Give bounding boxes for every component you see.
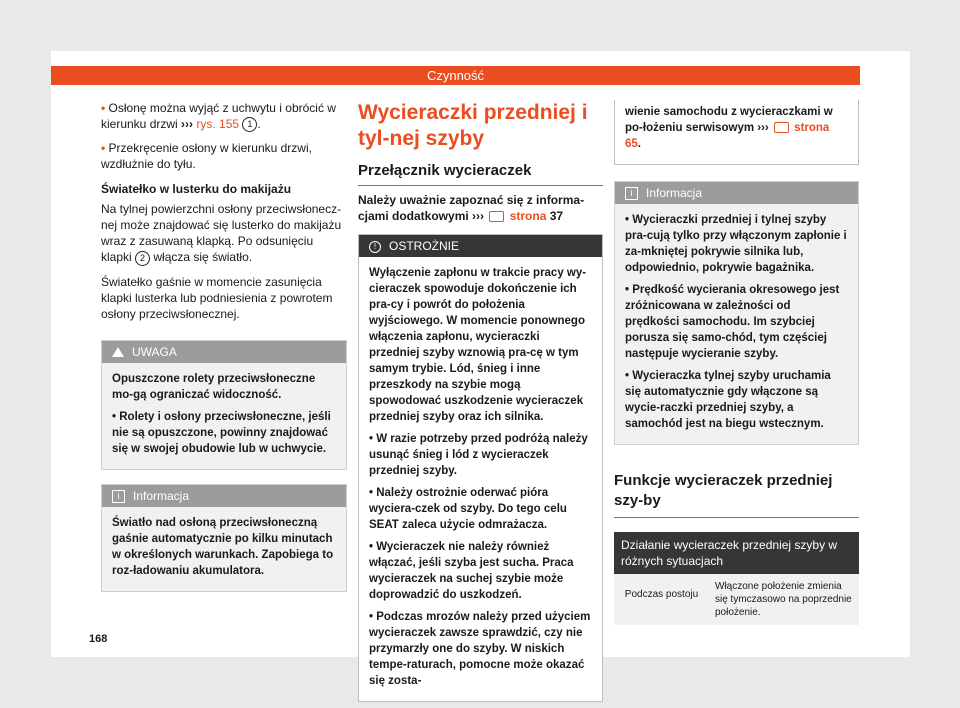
page-link[interactable]: strona bbox=[509, 209, 547, 223]
caution-title: OSTROŻNIE bbox=[389, 239, 460, 253]
bullet-icon: • bbox=[625, 370, 630, 382]
warning-text: Opuszczone rolety przeciwsłoneczne mo-gą ograniczać widoczność. bbox=[112, 372, 316, 401]
column-middle bbox=[358, 100, 603, 702]
bullet-icon: • bbox=[101, 141, 106, 156]
caution-bullet bbox=[369, 609, 592, 689]
column-right bbox=[614, 100, 859, 625]
caution-icon: ! bbox=[369, 241, 381, 253]
section-subtitle: Przełącznik wycieraczek bbox=[358, 162, 603, 186]
function-table bbox=[614, 532, 859, 625]
caution-text: Wyłączenie zapłonu w trakcie pracy wy-cieraczek spowoduje dokończenie ich pra-cy i powrót do położenia wyjściowego. W momencie ponownego włączenia zapłonu, wycieraczki przedniej szyby wznowią pra-cę w tym samym trybie. Lód, śnieg i inne przeszkody na szybie mogą spowodować uszkodzenie wycieraczek przedniej szyby oraz ich silnika. bbox=[369, 267, 587, 423]
info-bullet bbox=[625, 212, 848, 276]
paragraph bbox=[101, 201, 347, 265]
caution-cont-text bbox=[625, 104, 848, 152]
list-item bbox=[101, 140, 347, 172]
bullet-icon: • bbox=[369, 611, 374, 623]
paragraph-text: włącza się światło. bbox=[153, 250, 253, 265]
caution-body bbox=[359, 257, 602, 701]
caution-header bbox=[359, 235, 602, 257]
table-cell: Włączone położenie zmienia się tymczasowo na poprzednie położenie. bbox=[715, 581, 852, 618]
subheading: Światełko w lusterku do makijażu bbox=[101, 182, 292, 197]
info-body bbox=[615, 204, 858, 444]
caution-bullet-text: Podczas mrozów należy przed użyciem wycieraczek zawsze sprawdzić, czy nie przymarzły one do szyby. W niskich tempe-raturach, pomocne może okazać się zosta- bbox=[369, 611, 591, 687]
cont-text: wienie samochodu z wycieraczkami w po-łożeniu serwisowym ››› bbox=[625, 106, 833, 134]
info-body bbox=[102, 507, 346, 591]
warning-header bbox=[102, 341, 346, 363]
page-title: Wycieraczki przedniej i tyl-nej szyby bbox=[358, 101, 588, 150]
bullet-text: Osłonę można wyjąć z uchwytu i obrócić w kierunku drzwi bbox=[101, 101, 336, 131]
caution-bullet-text: W razie potrzeby przed podróżą należy usunąć śnieg i lód z wycieraczek przedniej szyby. bbox=[369, 433, 588, 477]
bullet-icon: • bbox=[112, 410, 117, 423]
punct: . bbox=[637, 138, 641, 150]
section-title: Funkcje wycieraczek przedniej szy-by bbox=[614, 471, 859, 518]
caution-box bbox=[358, 234, 603, 702]
caution-bullet-text: Wycieraczek nie należy również włączać, jeśli szyba jest sucha. Praca wycieraczek na suchej szybie może doprowadzić do uszkodzeń. bbox=[369, 541, 574, 601]
figure-link[interactable]: rys. 155 bbox=[196, 117, 240, 131]
table-cell: Podczas postoju bbox=[624, 589, 699, 600]
info-bullet-text: Wycieraczka tylnej szyby uruchamia się automatycznie gdy włączone są wycie-raczki przedniej szyby, a samochód jest na biegu wstecznym. bbox=[625, 370, 831, 430]
caution-bullet bbox=[369, 485, 592, 533]
info-bullet-text: Wycieraczki przedniej i tylnej szyby pra-cują tylko przy włączonym zapłonie i za-mkniętej pokrywie silnika lub, odpowiednio, pokrywie bagażnika. bbox=[625, 214, 847, 274]
table-row bbox=[614, 574, 859, 625]
info-box bbox=[614, 181, 859, 445]
book-icon bbox=[489, 211, 504, 222]
intro-text: Należy uważnie zapoznać się z informa-cjami dodatkowymi ››› bbox=[358, 193, 585, 223]
info-icon: i bbox=[112, 490, 125, 503]
info-header bbox=[102, 485, 346, 507]
bullet-icon: • bbox=[101, 101, 106, 115]
info-title: Informacja bbox=[133, 488, 190, 503]
section-header: Czynność bbox=[51, 66, 860, 85]
warning-body bbox=[102, 363, 346, 469]
punct: . bbox=[257, 117, 261, 131]
paragraph-text: Na tylnej powierzchni osłony przeciwsłonecz-nej może znajdować się lusterko do makijażu wraz z zasuwaną klapką. Po odsunięciu klapki bbox=[101, 202, 342, 265]
warning-bullet bbox=[112, 409, 336, 457]
info-icon: i bbox=[625, 187, 638, 200]
intro-paragraph bbox=[358, 192, 603, 224]
info-bullet bbox=[625, 282, 848, 362]
info-title: Informacja bbox=[646, 186, 703, 200]
info-text: Światło nad osłoną przeciwsłoneczną gaśnie automatycznie po kilku minutach w określonych warunkach. Zapobiega to roz-ładowaniu akumulatora. bbox=[112, 516, 334, 577]
bullet-text: Przekręcenie osłony w kierunku drzwi, wzdłużnie do tyłu. bbox=[101, 141, 312, 172]
bullet-icon: • bbox=[625, 214, 630, 226]
ref-arrow: ››› bbox=[181, 117, 194, 131]
marker-1: 1 bbox=[242, 117, 257, 132]
warning-title: UWAGA bbox=[132, 344, 177, 359]
page-link[interactable]: strona 65 bbox=[625, 122, 830, 150]
list-item bbox=[101, 100, 347, 132]
marker-2: 2 bbox=[135, 251, 150, 266]
bullet-icon: • bbox=[625, 284, 630, 296]
book-icon bbox=[774, 122, 789, 133]
page-number: 168 bbox=[89, 633, 108, 645]
info-bullet-text: Prędkość wycierania okresowego jest zróżnicowana w zależności od prędkości samochodu. Im szybciej porusza się samo-chód, tym częściej następuje wycieranie szyby. bbox=[625, 284, 840, 360]
info-bullet bbox=[625, 368, 848, 432]
caution-bullet bbox=[369, 431, 592, 479]
bullet-icon: • bbox=[369, 541, 374, 553]
info-header bbox=[615, 182, 858, 204]
table-header: Działanie wycieraczek przedniej szyby w różnych sytuacjach bbox=[614, 532, 859, 574]
caution-cont-body bbox=[615, 100, 858, 164]
column-left bbox=[101, 100, 347, 592]
caution-bullet-text: Należy ostrożnie oderwać pióra wyciera-czek od szyby. Do tego celu SEAT zaleca użycie odmrażacza. bbox=[369, 487, 567, 531]
caution-continuation bbox=[614, 100, 859, 165]
bullet-icon: • bbox=[369, 487, 374, 499]
info-box bbox=[101, 484, 347, 592]
paragraph: Światełko gaśnie w momencie zasunięcia klapki lusterka lub podniesienia z powrotem osłony przeciwsłonecznej. bbox=[101, 274, 333, 321]
warning-triangle-icon bbox=[112, 347, 124, 357]
page-number-ref: 37 bbox=[549, 209, 564, 223]
bullet-icon: • bbox=[369, 433, 374, 445]
warning-bullet-text: Rolety i osłony przeciwsłoneczne, jeśli nie są opuszczone, powinny znajdować się w swojej obudowie lub w uchwycie. bbox=[112, 410, 331, 455]
warning-box bbox=[101, 340, 347, 470]
caution-bullet bbox=[369, 539, 592, 603]
